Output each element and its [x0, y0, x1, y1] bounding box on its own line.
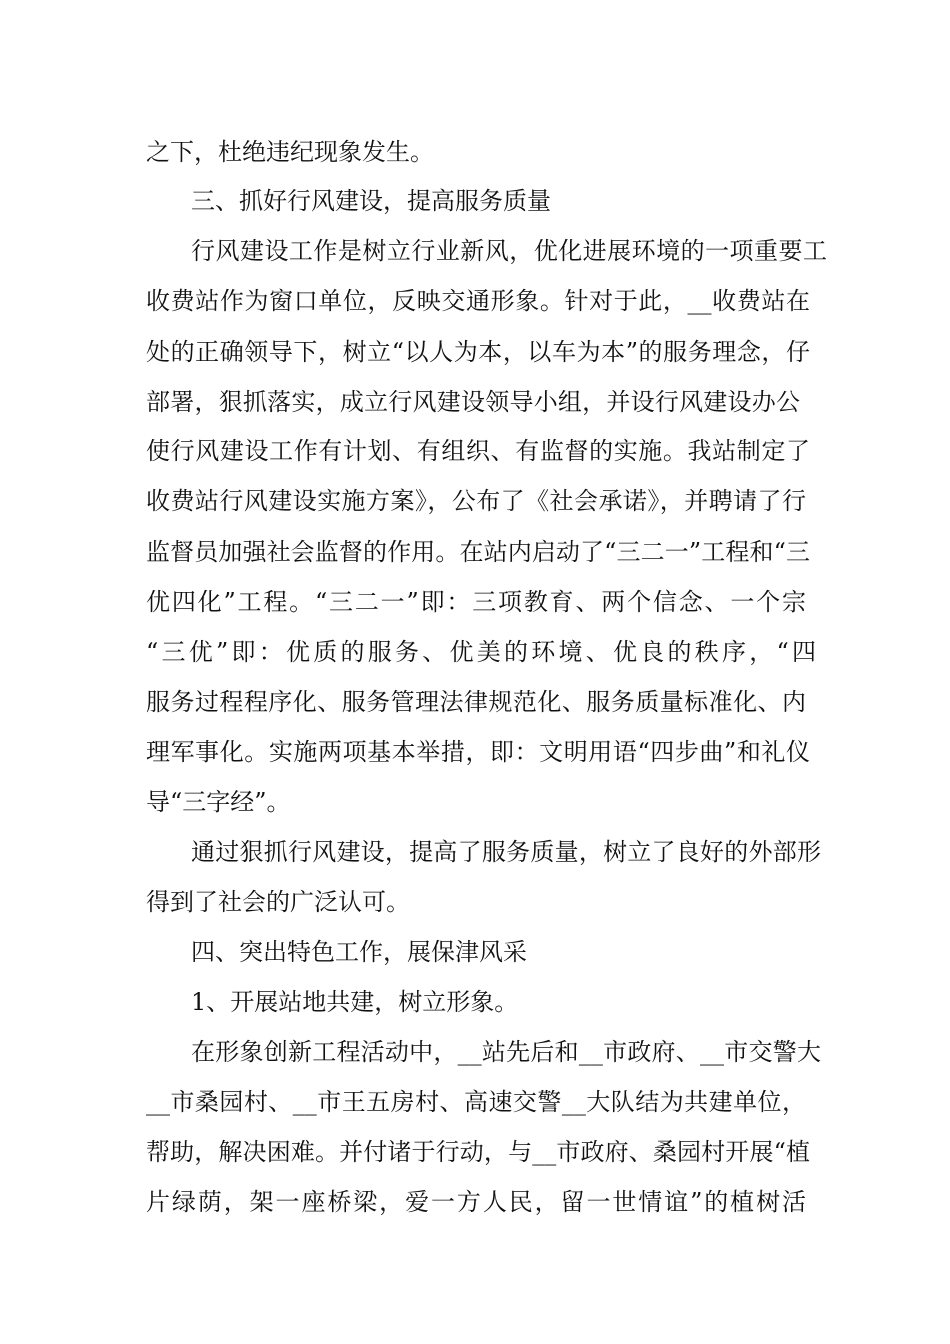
text-line: 通过狠抓行风建设，提高了服务质量，树立了良好的外部形 [191, 838, 821, 866]
text-line: 服务过程程序化、服务管理法律规范化、服务质量标准化、内 [146, 688, 806, 716]
text-line: 得到了社会的广泛认可。 [146, 888, 410, 916]
text-line: 优四化”工程。“三二一”即：三项教育、两个信念、一个宗 [146, 588, 806, 616]
text-line: 行风建设工作是树立行业新风，优化进展环境的一项重要工 [191, 237, 827, 265]
text-line: 监督员加强社会监督的作用。在站内启动了“三二一”工程和“三 [146, 538, 810, 566]
text-line: __市桑园村、__市王五房村、高速交警__大队结为共建单位， [146, 1088, 806, 1116]
text-line: 使行风建设工作有计划、有组织、有监督的实施。我站制定了 [146, 437, 810, 465]
text-line: 收费站作为窗口单位，反映交通形象。针对于此，__收费站在 [146, 287, 810, 315]
text-line: 理军事化。实施两项基本举措，即：文明用语“四步曲”和礼仪 [146, 738, 810, 766]
text-line: 部署，狠抓落实，成立行风建设领导小组，并设行风建设办公 [146, 388, 800, 416]
text-line: 处的正确领导下，树立“以人为本，以车为本”的服务理念，仔 [146, 338, 810, 366]
text-line: 导“三字经”。 [146, 788, 291, 816]
text-line: 之下，杜绝违纪现象发生。 [146, 138, 434, 166]
text-line: 帮助，解决困难。并付诸于行动，与__市政府、桑园村开展“植 [146, 1138, 810, 1166]
text-line: 片绿荫，架一座桥梁，爱一方人民，留一世情谊”的植树活 [146, 1188, 806, 1216]
section-heading: 四、突出特色工作，展保津风采 [191, 938, 527, 966]
subsection-heading: 1、开展站地共建，树立形象。 [191, 988, 519, 1016]
text-line: 在形象创新工程活动中，__站先后和__市政府、__市交警大 [191, 1038, 821, 1066]
section-heading: 三、抓好行风建设，提高服务质量 [191, 187, 551, 215]
text-line: 收费站行风建设实施方案》，公布了《社会承诺》，并聘请了行 [146, 487, 806, 515]
text-line: “三优”即：优质的服务、优美的环境、优良的秩序，“四 [146, 638, 816, 666]
